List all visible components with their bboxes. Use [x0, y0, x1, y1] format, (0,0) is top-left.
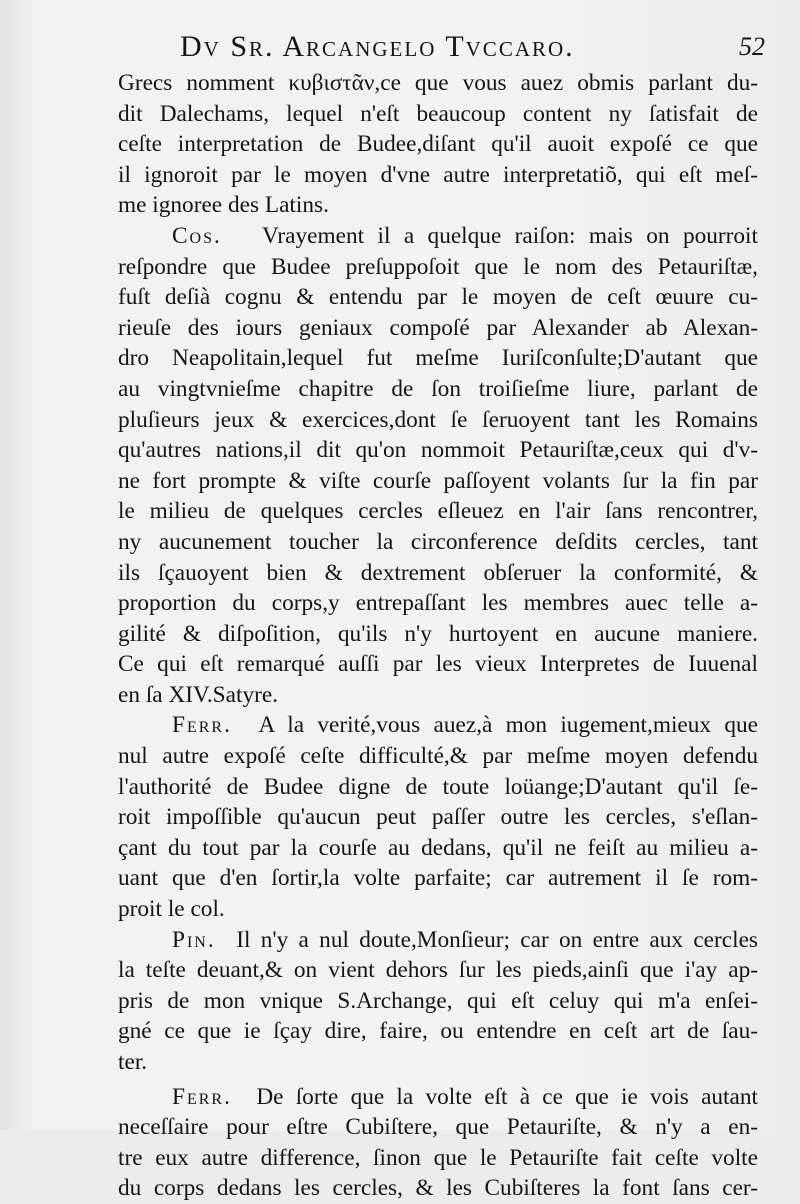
- text-line: ceſte interpretation de Budee,diſant qu'il auoit expoſé ce que: [118, 131, 758, 158]
- text-line: tre eux autre difference, ſinon que le Petauriſte fait ceſte volte: [118, 1144, 758, 1171]
- paragraph-first-line: [118, 710, 758, 741]
- speaker-name: Ferr.: [172, 712, 232, 739]
- text-fragment: Il n'y a nul doute,Monſieur; car on entre aux cercles: [236, 926, 758, 953]
- text-line: uant que d'en ſortir,la volte parfaite; car autrement il ſe rom-: [118, 865, 758, 892]
- text-line: gné ce que ie ſçay dire, faire, ou entendre en ceſt art de ſau-: [118, 1018, 758, 1045]
- text-line: le milieu de quelques cercles eſleuez en l'air ſans rencontrer,: [118, 498, 758, 525]
- text-line: au vingtvnieſme chapitre de ſon troiſieſme liure, parlant de: [118, 375, 758, 402]
- page-number: 52: [739, 32, 765, 61]
- text-line: en ſa XIV.Satyre.: [118, 681, 279, 708]
- text-line: fuſt deſià cognu & entendu par le moyen de ceſt œuure cu-: [118, 284, 758, 311]
- text-line: ils ſçauoyent bien & dextrement obſeruer la conformité, &: [118, 559, 758, 586]
- text-line: pluſieurs jeux & exercices,dont ſe ſeruoyent tant les Romains: [118, 406, 758, 433]
- text-line: çant du tout par la courſe au dedans, qu'il ne feiſt au milieu a-: [118, 834, 758, 861]
- text-line: dit Dalechams, lequel n'eſt beaucoup content ny ſatisfait de: [118, 100, 758, 127]
- text-line: nul autre expoſé ceſte difficulté,& par meſme moyen defendu: [118, 743, 758, 770]
- text-line: Grecs nomment κυβιστᾶν,ce que vous auez obmis parlant du-: [118, 70, 758, 96]
- text-line: qu'autres nations,il dit qu'on nommoit Petauriſtæ,ceux qui d'v-: [118, 437, 758, 464]
- paragraph-first-line: [118, 221, 758, 252]
- text-line: me ignoree des Latins.: [118, 192, 329, 219]
- text-line: neceſſaire pour eſtre Cubiſtere, que Petauriſte, & n'y a en-: [118, 1114, 758, 1141]
- text-line: la teſte deuant,& on vient dehors ſur les pieds,ainſi que i'ay ap-: [118, 957, 758, 984]
- text-line: proportion du corps,y entrepaſſant les membres auec telle a-: [118, 590, 758, 617]
- text-fragment: De ſorte que la volte eſt à ce que ie vois autant: [256, 1083, 758, 1110]
- speaker-name: Pin.: [172, 926, 216, 953]
- text-line: proit le col.: [118, 896, 225, 923]
- text-line: rieuſe des iours geniaux compoſé par Alexander ab Alexan-: [118, 314, 758, 341]
- text-line: Ce qui eſt remarqué auſſi par les vieux Interpretes de Iuuenal: [118, 651, 758, 678]
- text-line: ter.: [118, 1049, 148, 1075]
- paragraph-first-line: [118, 925, 758, 956]
- text-line: reſpondre que Budee preſuppoſoit que le nom des Petauriſtæ,: [118, 253, 758, 280]
- text-line: gilité & diſpoſition, qu'ils n'y hurtoyent en aucune maniere.: [118, 620, 758, 647]
- paragraph-first-line: [118, 1082, 758, 1113]
- text-fragment: A la verité,vous auez,à mon iugement,mieux que: [258, 712, 758, 739]
- text-line: roit impoſſible qu'aucun peut paſſer outre les cercles, s'eſlan-: [118, 804, 758, 831]
- text-line: pris de mon vnique S.Archange, qui eſt celuy qui m'a enſei-: [118, 987, 758, 1014]
- text-line: l'authorité de Budee digne de toute loüange;D'autant qu'il ſe-: [118, 773, 758, 800]
- body-text: [118, 68, 758, 1204]
- text-line: du corps dedans les cercles, & les Cubiſteres la font ſans cer-: [118, 1175, 758, 1202]
- text-fragment: Vrayement il a quelque raiſon: mais on pourroit: [262, 222, 758, 249]
- running-title: Dv Sr. Arcangelo Tvccaro.: [180, 30, 575, 63]
- text-line: il ignoroit par le moyen d'vne autre interpretatiõ, qui eſt meſ-: [118, 161, 758, 188]
- text-line: ny aucunement toucher la circonference deſdits cercles, tant: [118, 528, 758, 555]
- page-header: [180, 30, 765, 70]
- text-line: ne fort prompte & viſte courſe paſſoyent volants ſur la fin par: [118, 467, 758, 494]
- text-line: dro Neapolitain,lequel fut meſme Iuriſconſulte;D'autant que: [118, 345, 758, 372]
- speaker-name: Ferr.: [172, 1083, 232, 1110]
- speaker-name: Cos.: [172, 222, 222, 249]
